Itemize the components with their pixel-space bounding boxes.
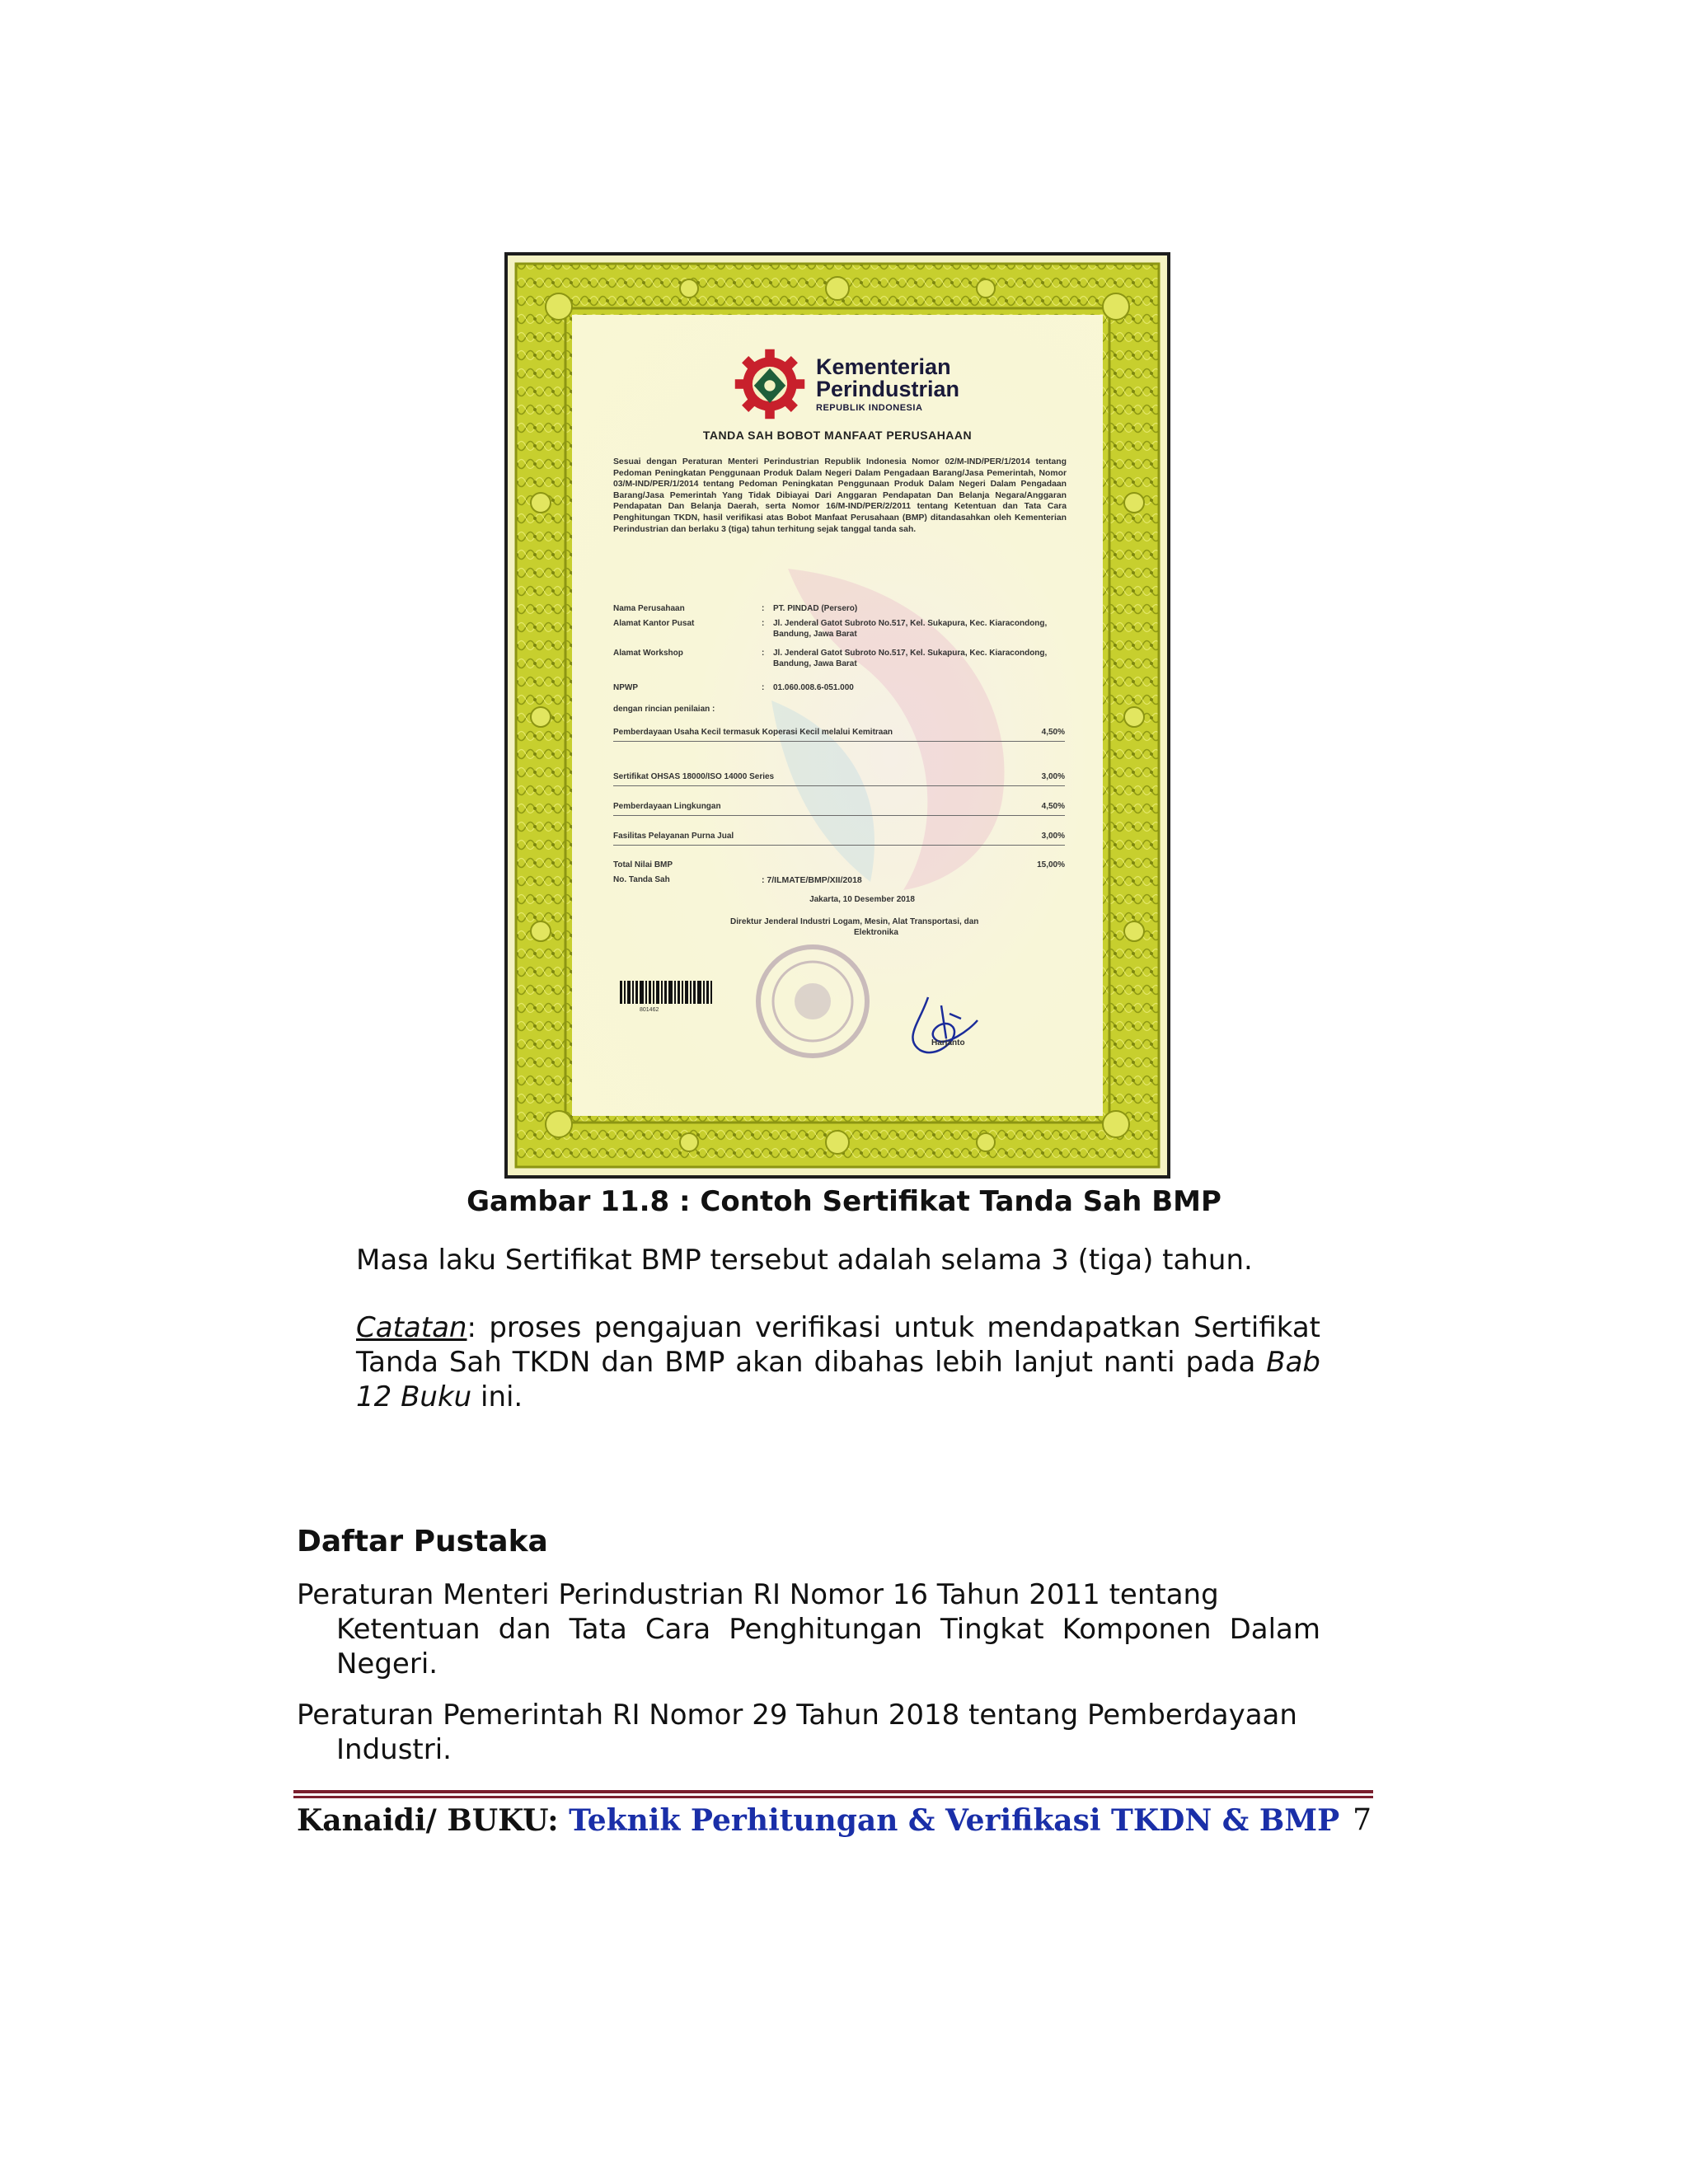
score-row-value: 4,50% (1041, 802, 1065, 811)
reference-continuation: Industri. (336, 1733, 452, 1766)
score-row (613, 831, 1065, 846)
gear-logo-icon (730, 344, 809, 424)
tanda-sah-label: No. Tanda Sah (613, 875, 670, 884)
page-footer (297, 1803, 1372, 1838)
field-head-office (613, 618, 1075, 640)
field-value: PT. PINDAD (Persero) (773, 604, 858, 613)
note-text: : proses pengajuan verifikasi untuk mendapatkan Sertifikat Tanda Sah TKDN dan BMP akan dibahas lebih lanjut nanti pada (356, 1311, 1320, 1379)
director-title (730, 916, 1070, 938)
total-label: Total Nilai BMP (613, 860, 673, 869)
reference-first-line: Peraturan Menteri Perindustrian RI Nomor 16 Tahun 2011 tentang (297, 1578, 1219, 1611)
field-workshop (613, 648, 1075, 669)
field-company (613, 603, 1075, 614)
reference-first-line: Peraturan Pemerintah RI Nomor 29 Tahun 2018 tentang Pemberdayaan (297, 1699, 1297, 1732)
place-date: Jakarta, 10 Desember 2018 (809, 895, 915, 904)
total-value: 15,00% (1037, 860, 1065, 869)
certificate-figure (504, 252, 1170, 1179)
score-row-name: Sertifikat OHSAS 18000/ISO 14000 Series (613, 772, 775, 781)
field-label: NPWP (613, 683, 638, 692)
note-italic: Bab 12 Buku (356, 1346, 1320, 1413)
reference-item (297, 1698, 1320, 1767)
field-npwp (613, 682, 1075, 693)
field-label: Alamat Workshop (613, 649, 683, 658)
score-row (613, 771, 1065, 786)
tanda-sah-number (613, 875, 862, 885)
note-paragraph (356, 1310, 1320, 1414)
ministry-logo (730, 344, 959, 424)
signer-name: Harjanto (931, 1038, 965, 1047)
director-line2: Elektronika (854, 928, 898, 937)
score-row-name: Fasilitas Pelayanan Purna Jual (613, 832, 734, 841)
barcode-number: 801462 (640, 1007, 659, 1013)
field-value: 01.060.008.6-051.000 (773, 683, 854, 692)
field-sep: : (762, 683, 765, 692)
page-number: 7 (1353, 1803, 1372, 1837)
field-value: Jl. Jenderal Gatot Subroto No.517, Kel. Sukapura, Kec. Kiaracondong, Bandung, Jawa Barat (773, 619, 1048, 639)
ministry-name-line2: Perindustrian (816, 376, 960, 401)
field-sep: : (762, 649, 765, 658)
score-row (613, 727, 1065, 742)
official-stamp-icon (751, 940, 874, 1063)
footer-divider (293, 1790, 1373, 1802)
score-row-value: 3,00% (1041, 832, 1065, 841)
score-row-value: 4,50% (1041, 728, 1065, 737)
figure-caption: Gambar 11.8 : Contoh Sertifikat Tanda Sah BMP (467, 1185, 1221, 1218)
certificate-title: TANDA SAH BOBOT MANFAAT PERUSAHAAN (702, 429, 973, 442)
note-label: Catatan (356, 1311, 467, 1344)
validity-paragraph: Masa laku Sertifikat BMP tersebut adalah selama 3 (tiga) tahun. (356, 1244, 1253, 1277)
footer-author: Kanaidi/ BUKU: (297, 1803, 570, 1838)
certificate-intro: Sesuai dengan Peraturan Menteri Perindustrian Republik Indonesia Nomor 02/M-IND/PER/1/2014 tentang Pedoman Peningkatan Penggunaan Produk Dalam Negeri Dalam Pengadaan Barang/Jasa Pemerintah, Nomor 03/M-IND/PER/1/2014 tentang Pedoman Peningkatan Penggunaan Produk Dalam Negeri Dalam Pengadaan Barang/Jasa Pemerintah Yang Tidak Dibiayai Dari Anggaran Pendapatan Dan Belanja Negara/Anggaran Pendapatan Dan Belanja Daerah, serta Nomor 16/M-IND/PER/2/2011 tentang Ketentuan dan Tata Cara Penghitungan TKDN, hasil verifikasi atas Bobot Manfaat Perusahaan (BMP) ditandasahkan oleh Kementerian Perindustrian dan berlaku 3 (tiga) tahun terhitung sejak tanggal tanda sah. (613, 457, 1067, 534)
ministry-name-line1: Kementerian (816, 354, 951, 379)
reference-item (297, 1577, 1320, 1681)
score-row (613, 801, 1065, 816)
tanda-sah-value: : 7/ILMATE/BMP/XII/2018 (762, 875, 862, 885)
rincian-label: dengan rincian penilaian : (613, 705, 715, 714)
ministry-name-line3: REPUBLIK INDONESIA (816, 402, 923, 413)
barcode-icon (620, 981, 712, 1004)
field-label: Alamat Kantor Pusat (613, 619, 695, 628)
footer-book-title: Teknik Perhitungan & Verifikasi TKDN & BMP (569, 1803, 1340, 1838)
reference-continuation: Ketentuan dan Tata Cara Penghitungan Tingkat Komponen Dalam Negeri. (336, 1613, 1320, 1680)
field-label: Nama Perusahaan (613, 604, 685, 613)
field-value: Jl. Jenderal Gatot Subroto No.517, Kel. Sukapura, Kec. Kiaracondong, Bandung, Jawa Barat (773, 649, 1048, 668)
note-end: ini. (471, 1380, 523, 1413)
score-row-value: 3,00% (1041, 772, 1065, 781)
field-sep: : (762, 604, 765, 613)
field-sep: : (762, 619, 765, 628)
section-title: Daftar Pustaka (297, 1525, 548, 1558)
score-row-name: Pemberdayaan Usaha Kecil termasuk Koperasi Kecil melalui Kemitraan (613, 728, 893, 737)
signature-icon (870, 981, 986, 1063)
score-row-name: Pemberdayaan Lingkungan (613, 802, 721, 811)
total-row (613, 860, 1065, 869)
certificate-image (508, 255, 1167, 1175)
director-line1: Direktur Jenderal Industri Logam, Mesin, Alat Transportasi, dan (730, 917, 979, 926)
